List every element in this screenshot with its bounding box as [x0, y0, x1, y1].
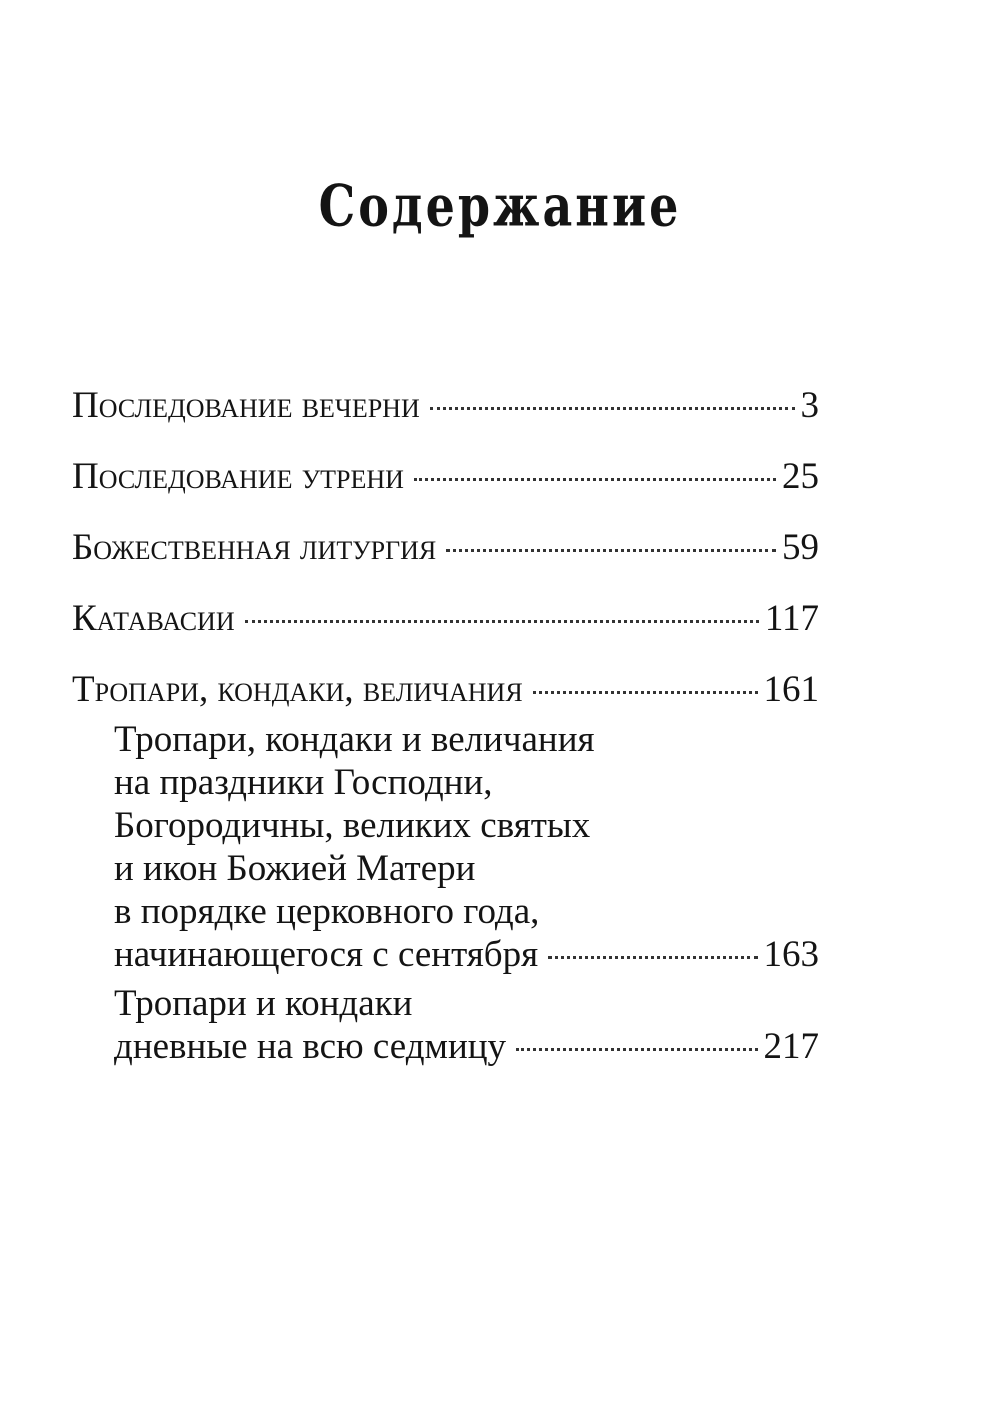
toc-subentry-last-line [114, 933, 819, 976]
toc-subentry-line: Тропари, кондаки и величания [114, 719, 595, 760]
toc-entry-label: Тропари, кондаки, величания [72, 669, 523, 710]
toc-entry-label: Катавасии [72, 598, 235, 639]
toc-subentry-line: Богородичны, великих святых [114, 805, 591, 846]
toc-entry-label: начинающегося с сентября [114, 934, 539, 975]
toc-subentry-line: на праздники Господни, [114, 762, 493, 803]
toc-subentry-line: Тропари и кондаки [114, 983, 413, 1024]
toc-page-number: 59 [782, 527, 819, 568]
toc-entry-katavasia [72, 591, 819, 647]
toc-entry-troparia [72, 662, 819, 718]
dot-leader [245, 620, 759, 623]
dot-leader [516, 1048, 757, 1051]
dot-leader [533, 691, 758, 694]
dot-leader [414, 478, 776, 481]
toc-page-number: 25 [782, 456, 819, 497]
toc-page-number: 163 [763, 934, 819, 975]
toc-entry-label: Последование утрени [72, 456, 404, 497]
toc-subentry-weekly [114, 982, 819, 1068]
toc-page-number: 217 [763, 1026, 819, 1067]
toc-subentry-line: в порядке церковного года, [114, 891, 540, 932]
table-of-contents [72, 378, 819, 1068]
dot-leader [446, 549, 776, 552]
page-title: Содержание [318, 171, 682, 240]
toc-page-number: 3 [800, 385, 819, 426]
toc-subentry-line: и икон Божией Матери [114, 848, 476, 889]
toc-subentry-last-line [114, 1025, 819, 1068]
toc-entry-label: дневные на всю седмицу [114, 1026, 507, 1067]
toc-entry-label: Последование вечерни [72, 385, 420, 426]
toc-entry-matins [72, 449, 819, 505]
toc-entry-label: Божественная литургия [72, 527, 437, 568]
toc-page-number: 161 [763, 669, 819, 710]
dot-leader [430, 407, 795, 410]
toc-page-number: 117 [764, 598, 819, 639]
dot-leader [548, 956, 757, 959]
toc-subentry-feasts [114, 718, 819, 976]
toc-entry-liturgy [72, 520, 819, 576]
toc-entry-vespers [72, 378, 819, 434]
